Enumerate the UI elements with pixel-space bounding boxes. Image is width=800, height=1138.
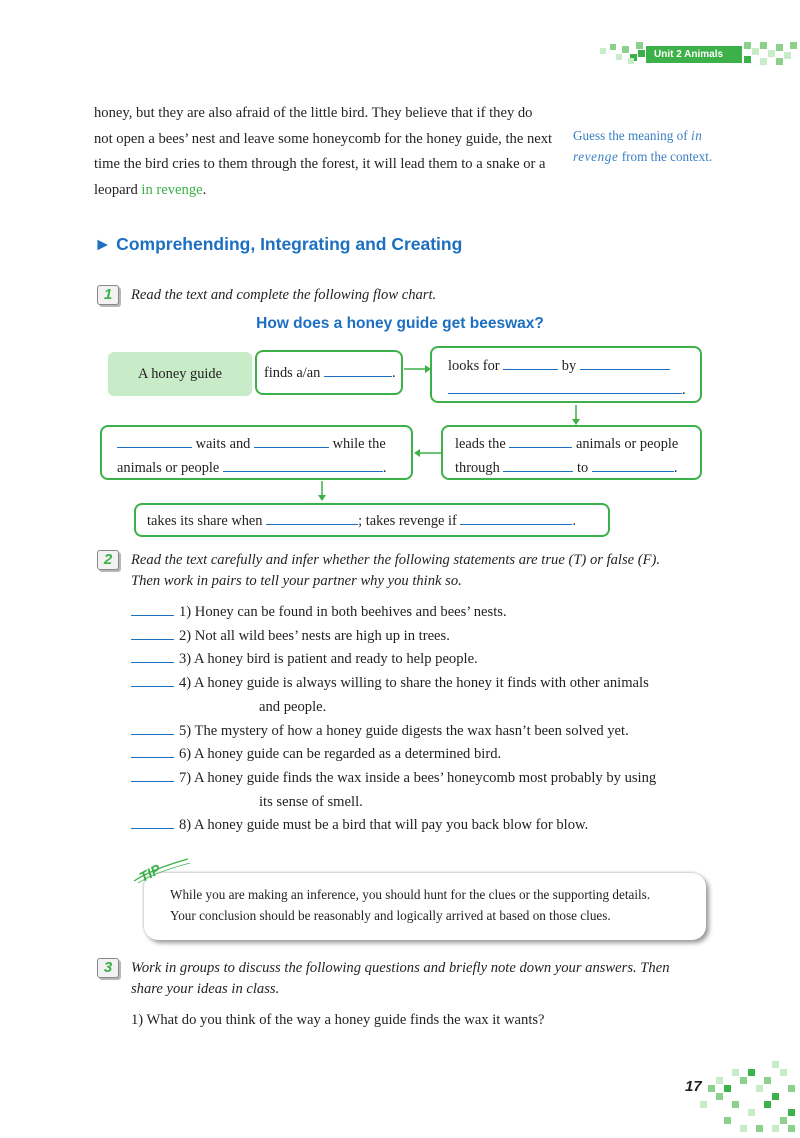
- answer-blank[interactable]: [131, 815, 174, 830]
- statement-item: 7) A honey guide finds the wax inside a bees’ honeycomb most probably by using its sense of smell.: [131, 767, 721, 814]
- flow-box-start: A honey guide: [108, 352, 252, 396]
- unit-label: Unit 2 Animals: [646, 46, 742, 63]
- answer-blank[interactable]: [223, 458, 383, 472]
- statement-item: 4) A honey guide is always willing to share the honey it finds with other animals and people.: [131, 672, 721, 719]
- highlighted-phrase: in revenge: [141, 181, 203, 198]
- arrow-left-icon: [414, 446, 442, 460]
- answer-blank[interactable]: [460, 511, 572, 525]
- answer-blank[interactable]: [324, 363, 392, 377]
- discussion-question: 1) What do you think of the way a honey guide finds the wax it wants?: [131, 1012, 545, 1028]
- answer-blank[interactable]: [131, 744, 174, 759]
- answer-blank[interactable]: [117, 434, 192, 448]
- answer-blank[interactable]: [254, 434, 329, 448]
- statement-item: 1) Honey can be found in both beehives and bees’ nests.: [131, 601, 721, 625]
- section-heading: ► Comprehending, Integrating and Creating: [94, 234, 463, 254]
- flow-box-waits: waits and while the animals or people .: [100, 425, 413, 480]
- statement-item: 5) The mystery of how a honey guide digests the wax hasn’t been solved yet.: [131, 720, 721, 744]
- exercise2-instruction: Read the text carefully and infer whether the following statements are true (T) or false (F). Then work in pairs to tell your partner why you think so.: [131, 552, 661, 589]
- arrow-down-icon: [569, 405, 583, 425]
- exercise-number-2: 2: [97, 550, 119, 570]
- flow-box-leads: leads the animals or people through to .: [441, 425, 702, 480]
- answer-blank[interactable]: [131, 649, 174, 664]
- answer-blank[interactable]: [131, 601, 174, 616]
- exercise3-instruction: Work in groups to discuss the following questions and briefly note down your answers. Then share your ideas in class.: [131, 960, 670, 997]
- exercise-number-1: 1: [97, 285, 119, 305]
- answer-blank[interactable]: [509, 434, 572, 448]
- answer-blank[interactable]: [592, 458, 674, 472]
- flow-box-finds: finds a/an .: [255, 350, 403, 395]
- tip-label: TIP: [136, 860, 164, 886]
- answer-blank[interactable]: [448, 380, 682, 394]
- flow-box-takes: takes its share when ; takes revenge if .: [134, 503, 610, 537]
- answer-blank[interactable]: [503, 458, 573, 472]
- statement-item: 3) A honey bird is patient and ready to help people.: [131, 648, 721, 672]
- statement-item: 2) Not all wild bees’ nests are high up in trees.: [131, 625, 721, 649]
- statement-item: 8) A honey guide must be a bird that will pay you back blow for blow.: [131, 814, 721, 838]
- answer-blank[interactable]: [131, 625, 174, 640]
- answer-blank[interactable]: [131, 673, 174, 688]
- statement-item: 6) A honey guide can be regarded as a determined bird.: [131, 743, 721, 767]
- answer-blank[interactable]: [503, 356, 558, 370]
- page-number: 17: [685, 1078, 702, 1095]
- reading-paragraph: honey, but they are also afraid of the little bird. They believe that if they do not open a bees’ nest and leave some honeycomb for the honey guide, the next time the bird cries to them through the forest, it will lead them to a snake or a leopard in revenge.: [94, 105, 553, 198]
- side-note: Guess the meaning of in revenge from the context.: [573, 128, 713, 164]
- arrow-right-icon: [403, 362, 431, 376]
- statement-list: [131, 601, 721, 838]
- flow-chart-title: How does a honey guide get beeswax?: [256, 315, 544, 332]
- flow-box-looks: looks for by .: [430, 346, 702, 403]
- answer-blank[interactable]: [131, 720, 174, 735]
- answer-blank[interactable]: [131, 767, 174, 782]
- exercise-number-3: 3: [97, 958, 119, 978]
- tip-box: While you are making an inference, you should hunt for the clues or the supporting details. Your conclusion should be reasonably and logically arrived at based on those clues.: [144, 873, 706, 940]
- answer-blank[interactable]: [266, 511, 358, 525]
- arrow-down-icon: [315, 481, 329, 501]
- exercise1-instruction: Read the text and complete the following flow chart.: [131, 287, 437, 303]
- answer-blank[interactable]: [580, 356, 670, 370]
